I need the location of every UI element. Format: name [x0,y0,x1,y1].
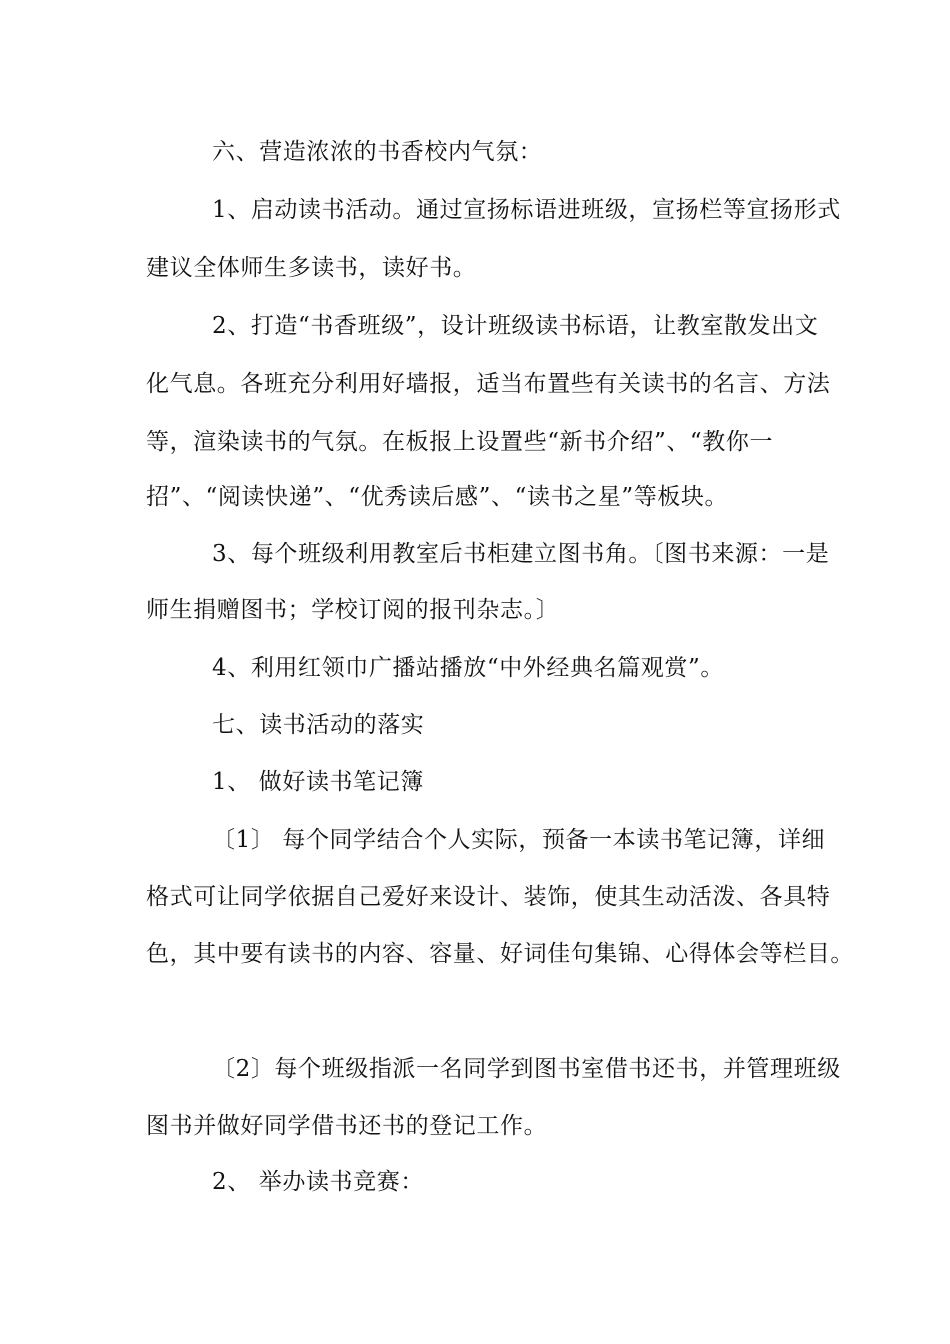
section-heading-7: 七、读书活动的落实 [212,712,425,738]
paragraph-line: 〔1〕 每个同学结合个人实际，预备一本读书笔记簿，详细 [212,827,826,853]
paragraph-line: 格式可让同学依据自己爱好来设计、装饰，使其生动活泼、各具特 [146,884,831,910]
paragraph-line: 〔2〕每个班级指派一名同学到图书室借书还书，并管理班级 [212,1056,841,1082]
paragraph-line: 色，其中要有读书的内容、容量、好词佳句集锦、心得体会等栏目。 [146,941,854,967]
subheading: 2、 举办读书竞赛： [212,1169,424,1195]
paragraph-line: 师生捐赠图书；学校订阅的报刊杂志。〕 [146,597,560,623]
paragraph-line: 1、启动读书活动。通过宣扬标语进班级，宣扬栏等宣扬形式 [212,197,841,223]
paragraph-line: 2、打造“书香班级”，设计班级读书标语，让教室散发出文 [212,313,819,339]
section-heading-6: 六、营造浓浓的书香校内气氛： [212,139,543,165]
paragraph-line: 招”、“阅读快递”、“优秀读后感”、“读书之星”等板块。 [146,484,729,510]
paragraph-line: 化气息。各班充分利用好墙报，适当布置些有关读书的名言、方法 [146,371,831,397]
paragraph-line: 3、每个班级利用教室后书柜建立图书角。〔图书来源：一是 [212,541,830,567]
paragraph-line: 建议全体师生多读书，读好书。 [146,255,477,281]
paragraph-line: 等，渲染读书的气氛。在板报上设置些“新书介绍”、“教你一 [146,429,774,455]
paragraph-line: 图书并做好同学借书还书的登记工作。 [146,1113,548,1139]
subheading: 1、 做好读书笔记簿 [212,769,424,795]
paragraph-line: 4、利用红领巾广播站播放“中外经典名篇观赏”。 [212,655,724,681]
